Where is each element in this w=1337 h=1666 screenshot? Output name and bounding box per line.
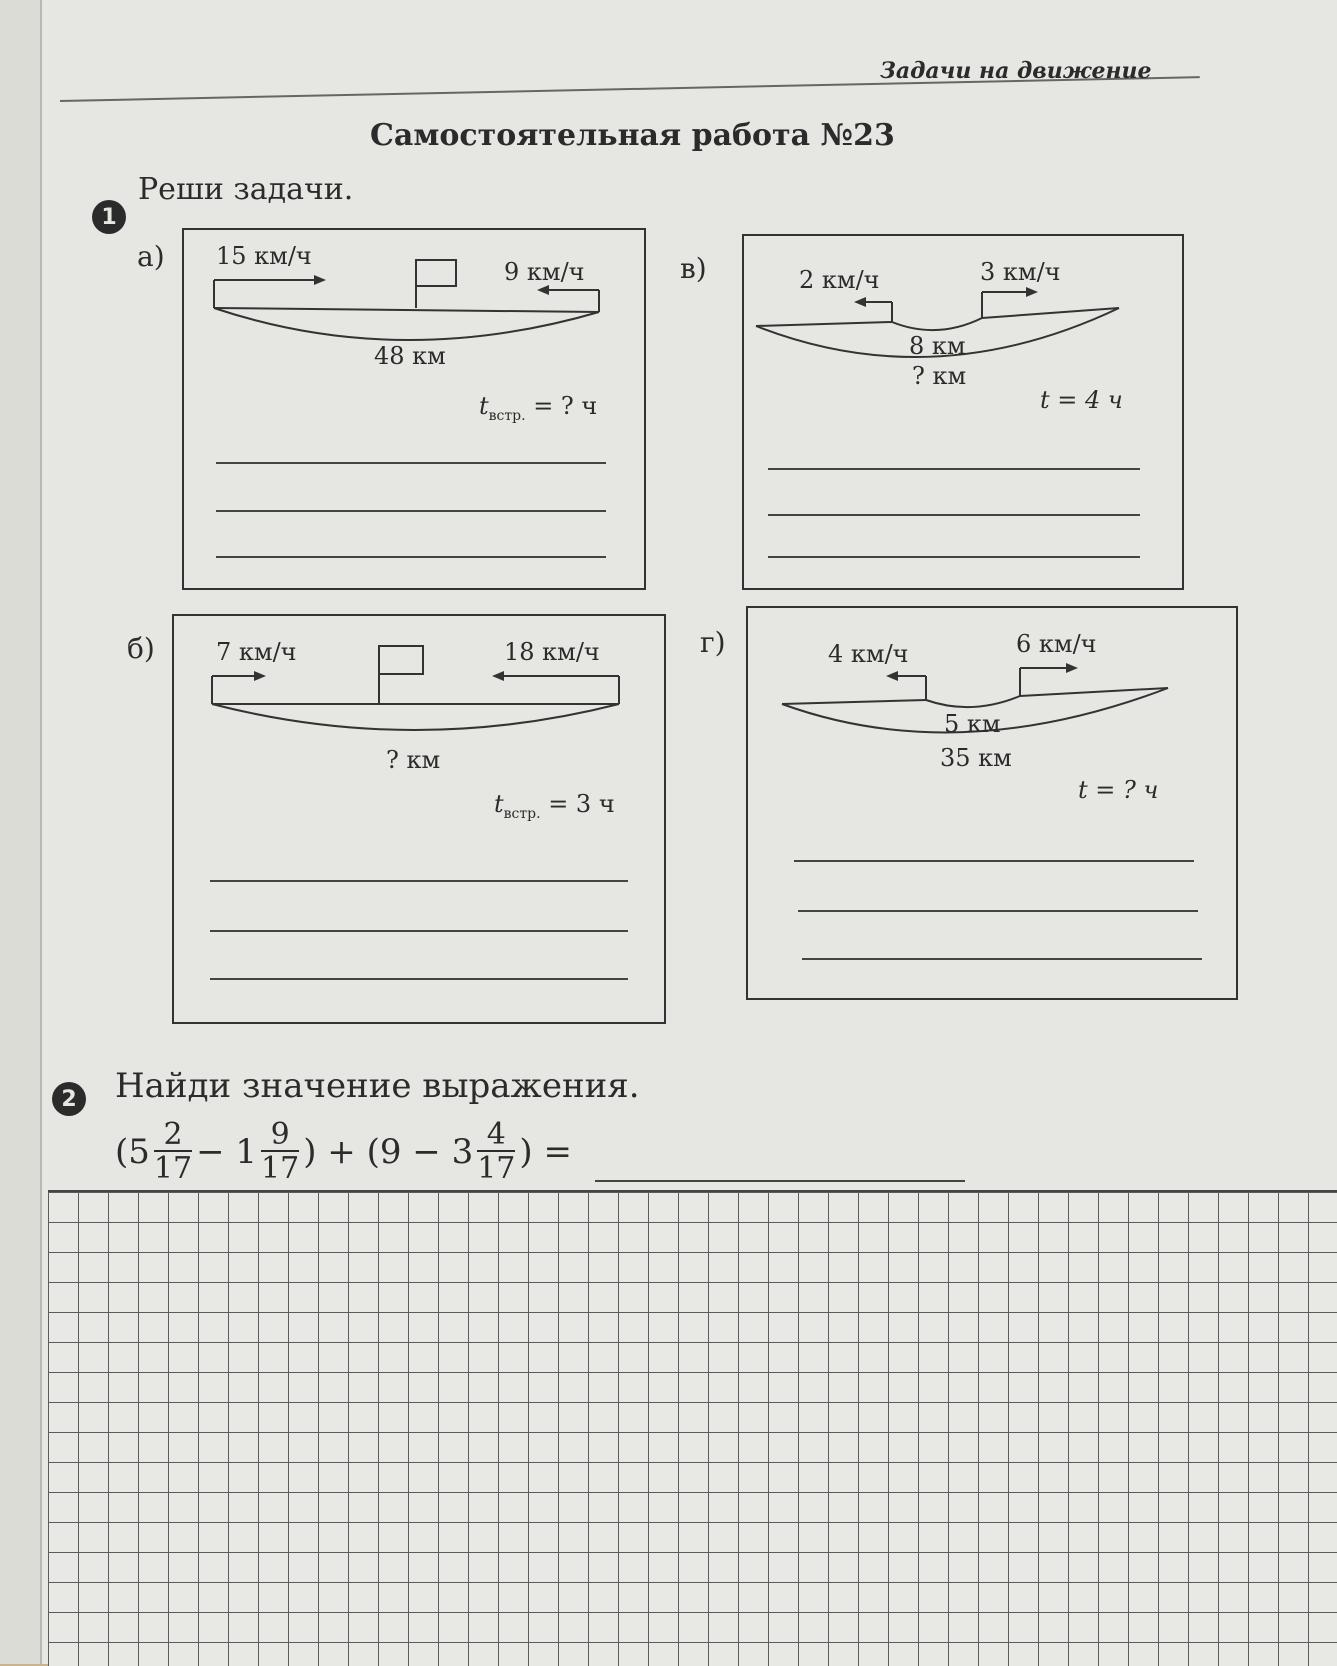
problem-a-speed-2: 9 км/ч <box>504 258 585 286</box>
graph-paper-grid[interactable] <box>48 1190 1337 1666</box>
task-1-number: 1 <box>92 200 126 234</box>
problem-g-diagram <box>748 608 1236 998</box>
expr-part: (5 <box>115 1132 150 1172</box>
expression-answer-line[interactable] <box>595 1180 965 1182</box>
fraction-2-denominator: 17 <box>261 1151 300 1186</box>
answer-line[interactable] <box>802 958 1202 960</box>
fraction-2 <box>261 1117 300 1186</box>
problem-v-gap: 8 км <box>909 332 966 360</box>
problem-v-speed-1: 2 км/ч <box>799 266 880 294</box>
fraction-2-numerator: 9 <box>270 1117 290 1152</box>
task-1-text: Реши задачи. <box>138 172 354 207</box>
problem-v-distance: ? км <box>912 362 967 390</box>
fraction-3 <box>477 1117 516 1186</box>
problem-a-label: а) <box>137 240 165 273</box>
problem-g-speed-1: 4 км/ч <box>828 640 909 668</box>
answer-line[interactable] <box>798 910 1198 912</box>
fraction-1 <box>153 1117 193 1186</box>
problem-b-speed-1: 7 км/ч <box>216 638 297 666</box>
problem-b-time: $t_{встр.} = 3$ ч <box>494 790 615 822</box>
section-header: Задачи на движение <box>880 58 1152 84</box>
problem-b-label: б) <box>127 632 155 665</box>
fraction-3-numerator: 4 <box>486 1117 506 1152</box>
problem-a-speed-1: 15 км/ч <box>216 242 312 270</box>
task-2-number: 2 <box>52 1082 86 1116</box>
problem-g-box <box>746 606 1238 1000</box>
problem-g-speed-2: 6 км/ч <box>1016 630 1097 658</box>
problem-b-box <box>172 614 666 1024</box>
expr-part: ) = <box>519 1132 572 1172</box>
problem-g-distance: 35 км <box>940 744 1012 772</box>
expression <box>115 1117 572 1186</box>
answer-line[interactable] <box>210 880 628 882</box>
problem-a-box <box>182 228 646 590</box>
problem-v-speed-2: 3 км/ч <box>980 258 1061 286</box>
expr-part: ) + (9 − 3 <box>303 1132 474 1172</box>
answer-line[interactable] <box>216 556 606 558</box>
expr-part: − 1 <box>196 1132 258 1172</box>
answer-line[interactable] <box>768 468 1140 470</box>
problem-g-label: г) <box>700 626 726 659</box>
answer-line[interactable] <box>210 978 628 980</box>
answer-line[interactable] <box>216 510 606 512</box>
problem-v-label: в) <box>680 252 707 285</box>
fraction-1-numerator: 2 <box>163 1117 183 1152</box>
fraction-1-denominator: 17 <box>153 1151 193 1186</box>
task-2-text: Найди значение выражения. <box>115 1066 640 1106</box>
answer-line[interactable] <box>216 462 606 464</box>
problem-b-speed-2: 18 км/ч <box>504 638 600 666</box>
problem-v-time: t = 4 ч <box>1040 386 1123 414</box>
problem-g-time: t = ? ч <box>1078 776 1159 804</box>
problem-b-distance: ? км <box>386 746 441 774</box>
problem-g-gap: 5 км <box>944 710 1001 738</box>
left-page-edge <box>0 0 40 1664</box>
page-title: Самостоятельная работа №23 <box>370 118 895 153</box>
answer-line[interactable] <box>768 514 1140 516</box>
problem-a-time: $t_{встр.}$ = ? ч <box>479 392 598 424</box>
answer-line[interactable] <box>794 860 1194 862</box>
answer-line[interactable] <box>768 556 1140 558</box>
problem-a-distance: 48 км <box>374 342 446 370</box>
problem-v-box <box>742 234 1184 590</box>
fraction-3-denominator: 17 <box>477 1151 516 1186</box>
answer-line[interactable] <box>210 930 628 932</box>
